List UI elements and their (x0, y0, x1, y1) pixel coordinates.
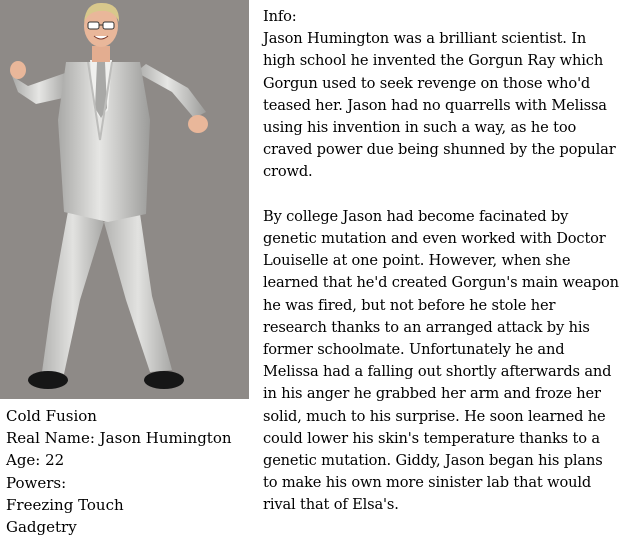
power-item: Gadgetry (6, 518, 77, 537)
info-section (263, 6, 621, 517)
character-stats (6, 405, 246, 538)
info-paragraph: By college Jason had become facinated by genetic mutation and even worked with Doctor Louiselle at one point. However, when she learned that he'd created Gorgun's main weapon he was fired, but not before he stole her research thanks to an arranged attack by his former schoolmate. Unfortunately he and Melissa had a falling out shortly afterwards and in his anger he grabbed her arm and froze her solid, much to his surprise. He soon learned he could lower his skin's temperature thanks to a genetic mutation. Giddy, Jason began his plans to make his own more sinister lab that would rival that of Elsa's. (263, 207, 619, 514)
character-portrait (0, 0, 249, 399)
powers-label: Powers: (6, 473, 67, 492)
info-paragraph: Jason Humington was a brilliant scientist. In high school he invented the Gorgun Ray which Gorgun used to seek revenge on those who'd teased her. Jason had no quarrells with Melissa using his invention in such a way, as he too craved power due being shunned by the popular crowd. (263, 30, 616, 181)
real-name: Real Name: Jason Humington (6, 429, 232, 448)
power-item: Freezing Touch (6, 495, 124, 514)
character-name: Cold Fusion (6, 407, 97, 425)
age: Age: 22 (6, 451, 65, 470)
character-figure (0, 0, 249, 399)
info-heading: Info: (263, 8, 297, 25)
